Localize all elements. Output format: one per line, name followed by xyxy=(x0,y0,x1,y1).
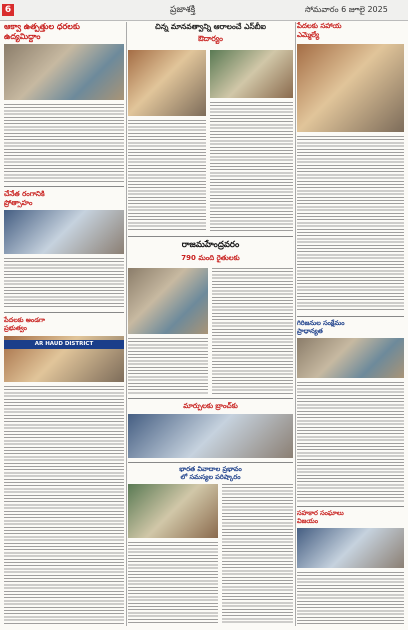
divider xyxy=(128,236,293,237)
center-column xyxy=(128,22,293,626)
headline-government: పేదలకు అండగా ప్రభుత్వం xyxy=(4,316,46,333)
event-banner: AR HAUD DISTRICT xyxy=(4,340,124,349)
news-photo xyxy=(4,210,124,254)
headline-handloom: చేనేత రంగానికి ప్రోత్సాహం xyxy=(4,190,45,207)
top-subhead: ఔదార్యం xyxy=(198,34,223,43)
page-number: 6 xyxy=(2,4,14,16)
divider xyxy=(4,312,124,313)
news-photo xyxy=(297,528,404,568)
news-photo xyxy=(128,50,206,116)
masthead: ప్రజాశక్తి xyxy=(170,5,196,15)
news-photo xyxy=(297,44,404,132)
right-bottom-headline: సహకార సంఘాలు విజయం xyxy=(297,509,344,526)
news-photo xyxy=(128,414,293,458)
top-headline: చిన్న మానవత్వాన్ని ఆరాలంచే ఎస్‌బీఐ xyxy=(155,22,266,31)
lower-headline: భారత వివాదాల ప్రభావం లో సమస్యల పరిష్కారం xyxy=(179,465,242,482)
column-divider xyxy=(295,22,296,626)
right-column xyxy=(297,22,404,626)
article-text xyxy=(297,382,404,502)
article-text xyxy=(4,258,124,308)
article-text xyxy=(212,268,293,394)
column-divider xyxy=(126,22,127,626)
article-text xyxy=(4,386,124,626)
article-text xyxy=(297,572,404,624)
news-photo xyxy=(297,338,404,378)
divider xyxy=(297,316,404,317)
page-header xyxy=(0,0,408,21)
divider xyxy=(4,186,124,187)
news-photo xyxy=(4,44,124,100)
news-photo xyxy=(128,268,208,334)
left-column xyxy=(4,22,124,626)
divider xyxy=(297,506,404,507)
headline-aqua: ఆక్వా ఉత్పత్తుల ధరలకు ఉద్యమిద్దాం xyxy=(4,22,80,41)
main-subheadline: 790 మంది రైతులకు xyxy=(181,254,240,262)
article-text xyxy=(128,120,206,232)
article-text xyxy=(4,104,124,182)
main-headline: రాజమహేంద్రవరం xyxy=(181,240,240,250)
date-line: సోమవారం 6 జూలై 2025 xyxy=(305,5,388,14)
divider xyxy=(128,398,293,399)
article-text xyxy=(222,484,293,624)
article-text xyxy=(210,102,293,232)
divider xyxy=(128,462,293,463)
article-text xyxy=(128,338,208,394)
mid-headline: మార్పులకు బ్రాంచ్‌కు xyxy=(183,402,238,410)
right-mid-headline: గిరిజనుల సంక్షేమం ప్రాధాన్యత xyxy=(297,319,345,336)
right-top-headline: పేదలకు సహాయ ఎమ్మెల్యే xyxy=(297,22,342,39)
news-photo xyxy=(210,50,293,98)
article-text xyxy=(128,542,218,624)
news-photo xyxy=(128,484,218,538)
article-text xyxy=(297,136,404,312)
